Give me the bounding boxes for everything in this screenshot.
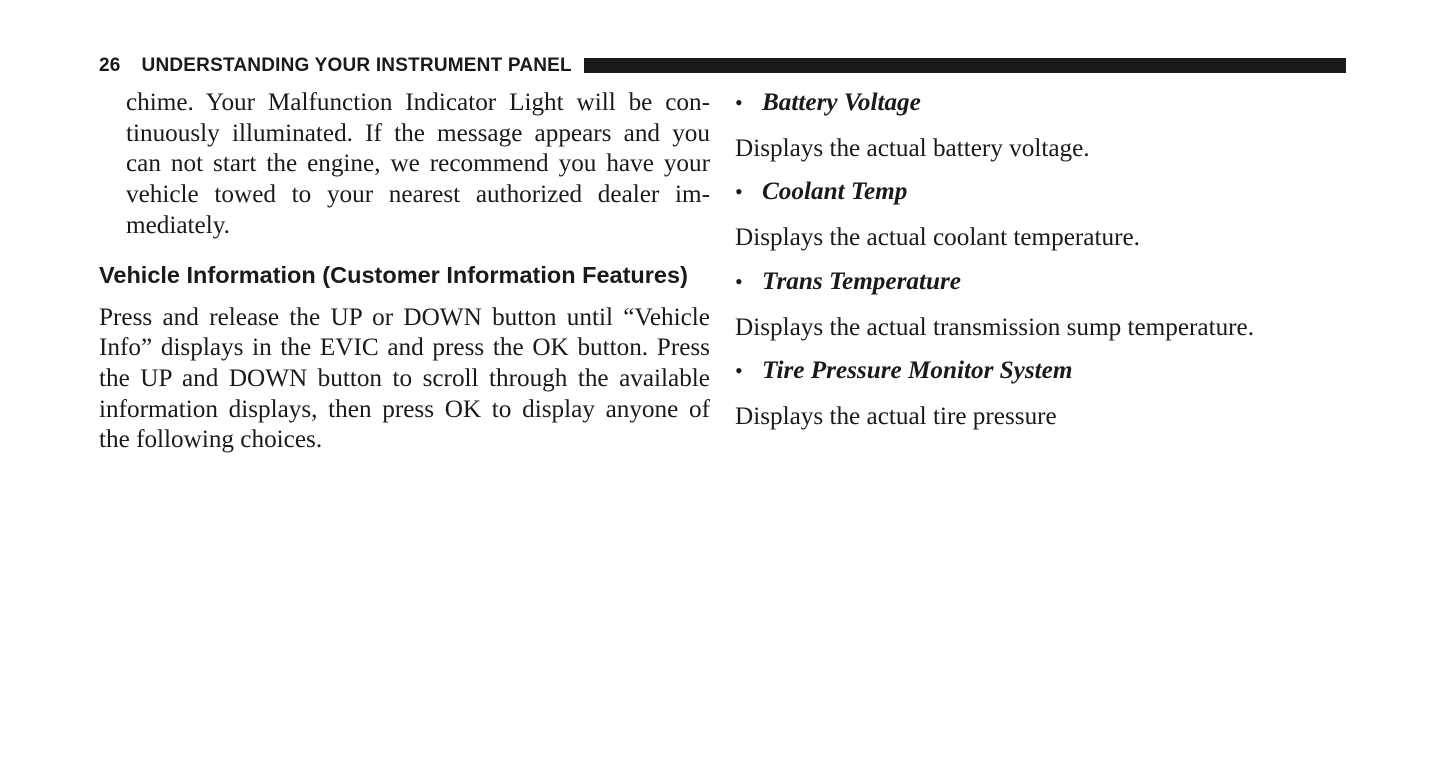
list-item xyxy=(735,267,1355,343)
header-rule xyxy=(584,58,1346,73)
body-paragraph-text: Press and release the UP or DOWN button until “Vehicle Info” displays in the EVIC and press the OK button. Press the UP and DOWN button to scroll through the available information displays, then press OK to display anyone of the following choices. xyxy=(99,303,710,454)
page-header xyxy=(99,54,1346,78)
bullet-title: Tire Pressure Monitor System xyxy=(762,357,1073,385)
bullet-item-trans-temperature xyxy=(735,267,1355,298)
intro-paragraph xyxy=(126,88,710,242)
bullet-title: Trans Temperature xyxy=(762,267,961,295)
intro-paragraph-text: chime. Your Malfunction Indicator Light will be con-tinuously illuminated. If the message appears and you can not start the engine, we recommend you have your vehicle towed to your nearest authorized dealer im-mediately. xyxy=(126,89,710,239)
bullet-description: Displays the actual transmission sump temperature. xyxy=(735,313,1255,341)
bullet-item-battery-voltage xyxy=(735,88,1355,119)
body-paragraph xyxy=(99,303,710,457)
bullet-icon: • xyxy=(735,358,743,384)
bullet-title: Battery Voltage xyxy=(762,89,921,116)
bullet-icon: • xyxy=(735,90,743,115)
page-number: 26 xyxy=(99,55,121,76)
bullet-item-tire-pressure xyxy=(735,356,1355,387)
bullet-description: Displays the actual coolant temperature. xyxy=(735,224,1140,252)
bullet-title: Coolant Temp xyxy=(762,178,908,206)
list-item xyxy=(735,356,1355,432)
bullet-description: Displays the actual tire pressure xyxy=(735,402,1057,430)
bullet-icon: • xyxy=(735,179,743,205)
left-column xyxy=(99,88,710,456)
chapter-title: UNDERSTANDING YOUR INSTRUMENT PANEL xyxy=(141,55,572,76)
bullet-list xyxy=(735,88,1355,433)
right-column xyxy=(735,88,1355,446)
bullet-item-coolant-temp xyxy=(735,177,1355,208)
section-heading: Vehicle Information (Customer Information Features) xyxy=(99,261,688,288)
bullet-description: Displays the actual battery voltage. xyxy=(735,134,1090,162)
list-item xyxy=(735,177,1355,253)
list-item xyxy=(735,88,1355,164)
bullet-icon: • xyxy=(735,268,743,294)
